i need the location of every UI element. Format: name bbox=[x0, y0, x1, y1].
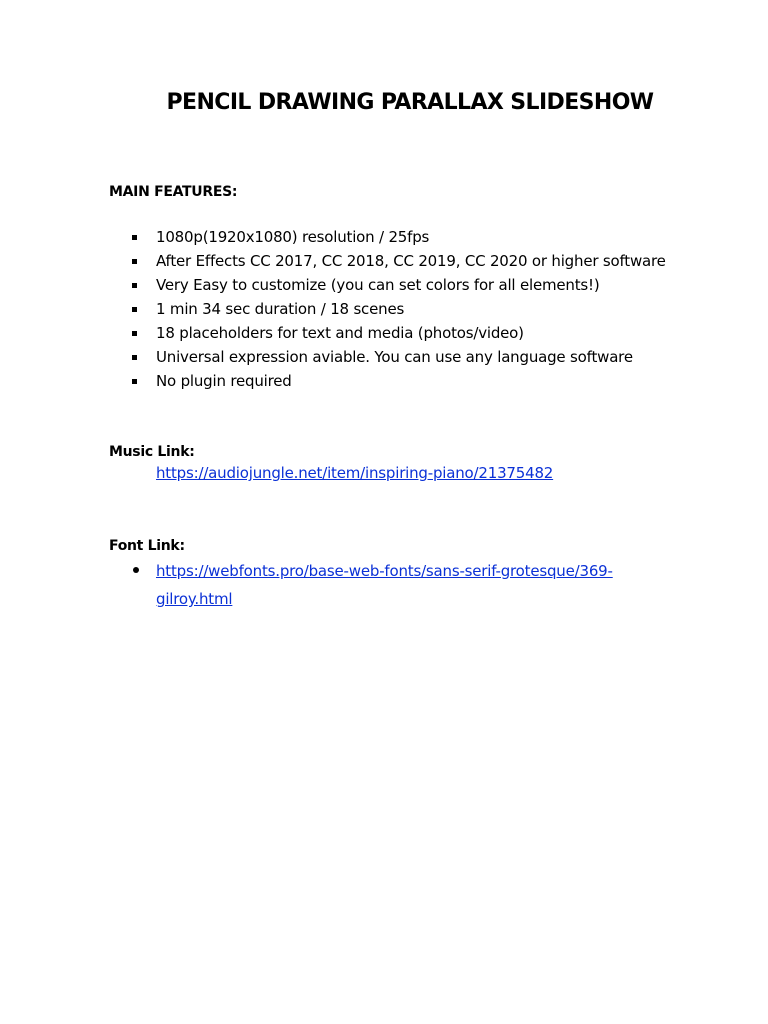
feature-item bbox=[110, 297, 666, 321]
feature-item bbox=[110, 321, 666, 345]
main-features-heading: MAIN FEATURES: bbox=[109, 184, 238, 200]
features-list bbox=[110, 225, 666, 393]
font-link-list bbox=[110, 557, 686, 613]
document-title: PENCIL DRAWING PARALLAX SLIDESHOW bbox=[166, 90, 654, 115]
feature-item bbox=[110, 369, 666, 393]
feature-text: No plugin required bbox=[156, 372, 292, 390]
feature-text: Universal expression aviable. You can use any language software bbox=[156, 348, 633, 366]
feature-item bbox=[110, 273, 666, 297]
round-bullet-icon bbox=[133, 567, 139, 573]
list-item bbox=[110, 557, 686, 613]
font-link-heading: Font Link: bbox=[109, 538, 185, 554]
feature-text: 1 min 34 sec duration / 18 scenes bbox=[156, 300, 405, 318]
music-link[interactable]: https://audiojungle.net/item/inspiring-piano/21375482 bbox=[156, 464, 554, 482]
music-link-heading: Music Link: bbox=[109, 444, 195, 460]
square-bullet-icon bbox=[132, 307, 137, 312]
feature-text: Very Easy to customize (you can set colors for all elements!) bbox=[156, 276, 600, 294]
square-bullet-icon bbox=[132, 283, 137, 288]
feature-text: 1080p(1920x1080) resolution / 25fps bbox=[156, 228, 430, 246]
feature-item bbox=[110, 345, 666, 369]
font-link[interactable]: https://webfonts.pro/base-web-fonts/sans-serif-grotesque/369-gilroy.html bbox=[156, 562, 613, 608]
square-bullet-icon bbox=[132, 379, 137, 384]
square-bullet-icon bbox=[132, 355, 137, 360]
square-bullet-icon bbox=[132, 259, 137, 264]
square-bullet-icon bbox=[132, 331, 137, 336]
square-bullet-icon bbox=[132, 235, 137, 240]
feature-item bbox=[110, 225, 666, 249]
feature-text: 18 placeholders for text and media (photos/video) bbox=[156, 324, 524, 342]
feature-text: After Effects CC 2017, CC 2018, CC 2019, CC 2020 or higher software bbox=[156, 252, 666, 270]
feature-item bbox=[110, 249, 666, 273]
